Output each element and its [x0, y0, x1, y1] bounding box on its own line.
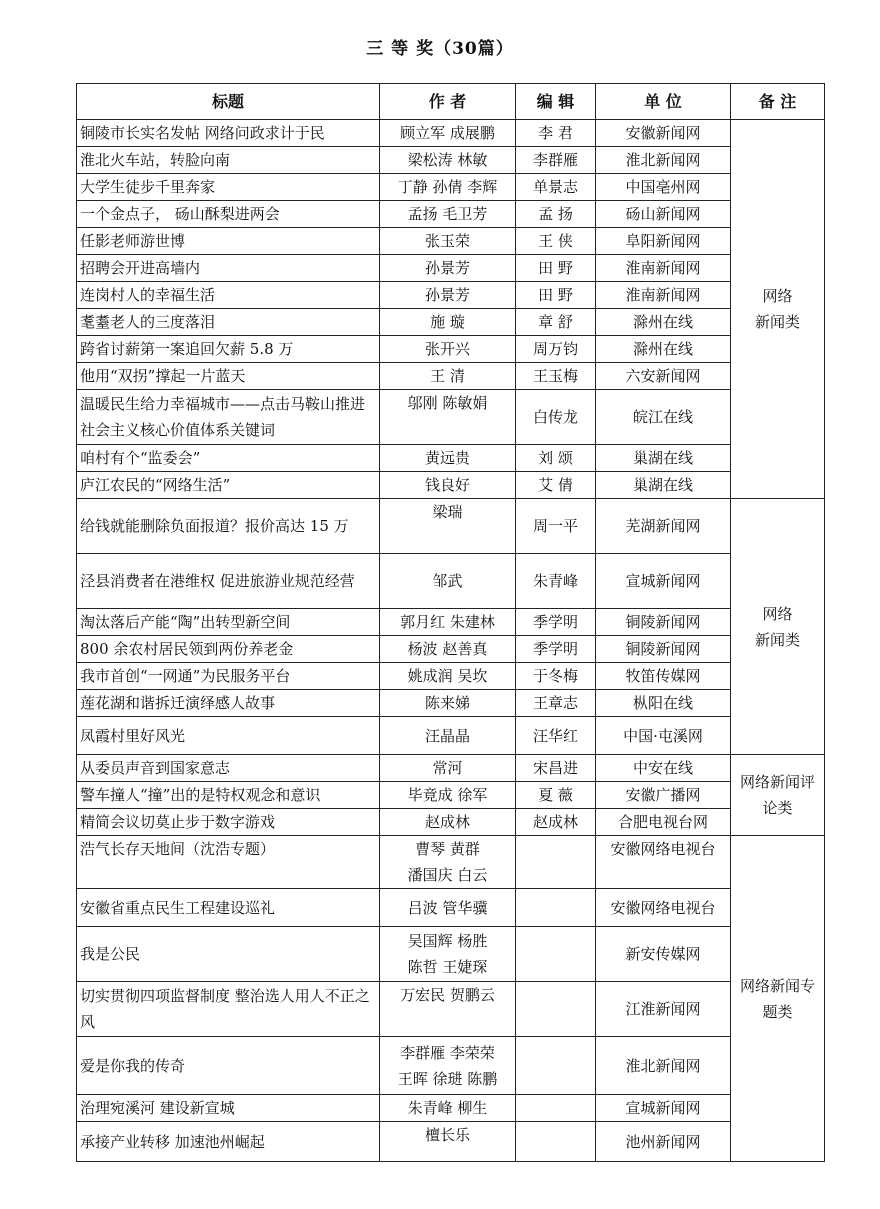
table-row [77, 1095, 825, 1122]
row-editor: 季学明 [516, 636, 596, 663]
table-row [77, 228, 825, 255]
row-unit: 铜陵新闻网 [596, 636, 731, 663]
row-editor: 田 野 [516, 282, 596, 309]
row-unit: 中安在线 [596, 755, 731, 782]
row-unit: 中国·屯溪网 [596, 717, 731, 755]
row-editor: 汪华红 [516, 717, 596, 755]
table-row [77, 636, 825, 663]
table-row [77, 982, 825, 1037]
row-unit: 宣城新闻网 [596, 1095, 731, 1122]
row-author: 吕波 管华骥 [380, 889, 516, 927]
row-editor: 刘 颂 [516, 445, 596, 472]
row-unit: 江淮新闻网 [596, 982, 731, 1037]
row-title: 淮北火车站，转脸向南 [77, 147, 380, 174]
row-unit: 淮南新闻网 [596, 255, 731, 282]
row-title: 他用“双拐”撑起一片蓝天 [77, 363, 380, 390]
note-cell: 网络新闻专 题类 [731, 836, 825, 1162]
row-unit: 合肥电视台网 [596, 809, 731, 836]
row-editor: 季学明 [516, 609, 596, 636]
row-unit: 淮北新闻网 [596, 1037, 731, 1095]
header-author: 作 者 [380, 84, 516, 120]
row-title: 我市首创“一网通”为民服务平台 [77, 663, 380, 690]
row-editor: 周万钧 [516, 336, 596, 363]
header-note: 备 注 [731, 84, 825, 120]
row-title: 庐江农民的“网络生活” [77, 472, 380, 499]
row-title: 连岗村人的幸福生活 [77, 282, 380, 309]
row-author: 孙景芳 [380, 282, 516, 309]
row-author: 顾立军 成展鹏 [380, 120, 516, 147]
row-unit: 滁州在线 [596, 336, 731, 363]
row-unit: 宣城新闻网 [596, 554, 731, 609]
row-title: 从委员声音到国家意志 [77, 755, 380, 782]
row-unit: 砀山新闻网 [596, 201, 731, 228]
row-title: 咱村有个“监委会” [77, 445, 380, 472]
row-editor [516, 1122, 596, 1162]
row-editor [516, 1037, 596, 1095]
row-title: 一个金点子， 砀山酥梨进两会 [77, 201, 380, 228]
row-unit: 安徽网络电视台 [596, 836, 731, 889]
row-editor: 夏 薇 [516, 782, 596, 809]
row-author: 李群雁 李荣荣 王晖 徐琎 陈鹏 [380, 1037, 516, 1095]
table-row [77, 809, 825, 836]
row-unit: 巢湖在线 [596, 445, 731, 472]
row-title: 爱是你我的传奇 [77, 1037, 380, 1095]
row-unit: 阜阳新闻网 [596, 228, 731, 255]
row-editor: 章 舒 [516, 309, 596, 336]
table-row [77, 1037, 825, 1095]
table-row [77, 174, 825, 201]
row-editor: 艾 倩 [516, 472, 596, 499]
row-title: 大学生徒步千里奔家 [77, 174, 380, 201]
row-author: 王 清 [380, 363, 516, 390]
row-unit: 牧笛传媒网 [596, 663, 731, 690]
row-author: 陈来娣 [380, 690, 516, 717]
row-editor [516, 982, 596, 1037]
row-author: 檀长乐 [380, 1122, 516, 1162]
row-editor: 赵成林 [516, 809, 596, 836]
row-title: 浩气长存天地间（沈浩专题） [77, 836, 380, 889]
table-row [77, 120, 825, 147]
row-title: 警车撞人“撞”出的是特权观念和意识 [77, 782, 380, 809]
table-row [77, 609, 825, 636]
row-author: 郭月红 朱建林 [380, 609, 516, 636]
row-author: 张玉荣 [380, 228, 516, 255]
table-row [77, 755, 825, 782]
table-header-row [77, 84, 825, 120]
row-unit: 新安传媒网 [596, 927, 731, 982]
table-row [77, 201, 825, 228]
row-title: 精简会议切莫止步于数字游戏 [77, 809, 380, 836]
row-unit: 六安新闻网 [596, 363, 731, 390]
row-author: 姚成润 吴坎 [380, 663, 516, 690]
row-author: 邹武 [380, 554, 516, 609]
row-author: 梁瑞 [380, 499, 516, 554]
table-row [77, 554, 825, 609]
row-author: 万宏民 贺鹏云 [380, 982, 516, 1037]
row-editor: 于冬梅 [516, 663, 596, 690]
row-author: 杨波 赵善真 [380, 636, 516, 663]
row-title: 任影老师游世博 [77, 228, 380, 255]
row-unit: 安徽新闻网 [596, 120, 731, 147]
row-title: 铜陵市长实名发帖 网络问政求计于民 [77, 120, 380, 147]
row-title: 凤霞村里好风光 [77, 717, 380, 755]
row-title: 莲花湖和谐拆迁演绎感人故事 [77, 690, 380, 717]
row-title: 招聘会开进高墙内 [77, 255, 380, 282]
row-editor: 李群雁 [516, 147, 596, 174]
row-author: 赵成林 [380, 809, 516, 836]
row-editor [516, 927, 596, 982]
row-editor: 单景志 [516, 174, 596, 201]
table-row [77, 255, 825, 282]
row-unit: 枞阳在线 [596, 690, 731, 717]
row-title: 给钱就能删除负面报道？报价高达 15 万 [77, 499, 380, 554]
note-cell: 网络新闻评 论类 [731, 755, 825, 836]
row-title: 淘汰落后产能“陶”出转型新空间 [77, 609, 380, 636]
row-unit: 巢湖在线 [596, 472, 731, 499]
row-editor: 白传龙 [516, 390, 596, 445]
table-row [77, 690, 825, 717]
row-editor: 孟 扬 [516, 201, 596, 228]
table-row [77, 390, 825, 445]
row-editor: 田 野 [516, 255, 596, 282]
header-unit: 单 位 [596, 84, 731, 120]
row-unit: 皖江在线 [596, 390, 731, 445]
row-author: 黄远贵 [380, 445, 516, 472]
table-row [77, 472, 825, 499]
table-row [77, 836, 825, 889]
row-title: 治理宛溪河 建设新宣城 [77, 1095, 380, 1122]
table-row [77, 309, 825, 336]
row-title: 耄耋老人的三度落泪 [77, 309, 380, 336]
row-author: 钱良好 [380, 472, 516, 499]
row-title: 温暖民生给力幸福城市——点击马鞍山推进社会主义核心价值体系关键词 [77, 390, 380, 445]
row-title: 泾县消费者在港维权 促进旅游业规范经营 [77, 554, 380, 609]
table-row [77, 717, 825, 755]
row-title: 安徽省重点民生工程建设巡礼 [77, 889, 380, 927]
note-cell: 网络 新闻类 [731, 499, 825, 755]
row-editor: 王章志 [516, 690, 596, 717]
row-editor: 宋昌进 [516, 755, 596, 782]
row-unit: 池州新闻网 [596, 1122, 731, 1162]
row-author: 吴国辉 杨胜 陈哲 王婕琛 [380, 927, 516, 982]
row-author: 孟扬 毛卫芳 [380, 201, 516, 228]
page-title: 三 等 奖（30篇） [366, 39, 514, 59]
row-author: 朱青峰 柳生 [380, 1095, 516, 1122]
row-title: 我是公民 [77, 927, 380, 982]
table-row [77, 445, 825, 472]
row-editor [516, 889, 596, 927]
row-unit: 铜陵新闻网 [596, 609, 731, 636]
table-row [77, 363, 825, 390]
header-title: 标题 [77, 84, 380, 120]
table-row [77, 927, 825, 982]
row-unit: 中国亳州网 [596, 174, 731, 201]
row-editor: 周一平 [516, 499, 596, 554]
row-title: 切实贯彻四项监督制度 整治选人用人不正之风 [77, 982, 380, 1037]
note-cell: 网络 新闻类 [731, 120, 825, 499]
row-author: 邬刚 陈敏娟 [380, 390, 516, 445]
row-author: 毕竟成 徐军 [380, 782, 516, 809]
row-author: 汪晶晶 [380, 717, 516, 755]
row-author: 张开兴 [380, 336, 516, 363]
row-editor: 王 侠 [516, 228, 596, 255]
row-title: 承接产业转移 加速池州崛起 [77, 1122, 380, 1162]
row-unit: 淮北新闻网 [596, 147, 731, 174]
row-editor [516, 1095, 596, 1122]
row-editor: 王玉梅 [516, 363, 596, 390]
row-author: 丁静 孙倩 李辉 [380, 174, 516, 201]
row-author: 常河 [380, 755, 516, 782]
row-author: 曹琴 黄群 潘国庆 白云 [380, 836, 516, 889]
table-row [77, 663, 825, 690]
row-author: 施 璇 [380, 309, 516, 336]
row-unit: 淮南新闻网 [596, 282, 731, 309]
header-editor: 编 辑 [516, 84, 596, 120]
row-editor [516, 836, 596, 889]
table-row [77, 147, 825, 174]
table-row [77, 499, 825, 554]
row-author: 梁松涛 林敏 [380, 147, 516, 174]
table-row [77, 889, 825, 927]
row-title: 跨省讨薪第一案追回欠薪 5.8 万 [77, 336, 380, 363]
row-unit: 安徽网络电视台 [596, 889, 731, 927]
row-unit: 安徽广播网 [596, 782, 731, 809]
row-editor: 朱青峰 [516, 554, 596, 609]
row-unit: 芜湖新闻网 [596, 499, 731, 554]
row-title: 800 余农村居民领到两份养老金 [77, 636, 380, 663]
row-editor: 李 君 [516, 120, 596, 147]
row-author: 孙景芳 [380, 255, 516, 282]
row-unit: 滁州在线 [596, 309, 731, 336]
awards-table [76, 83, 825, 1162]
table-row [77, 336, 825, 363]
table-row [77, 282, 825, 309]
table-row [77, 782, 825, 809]
table-row [77, 1122, 825, 1162]
